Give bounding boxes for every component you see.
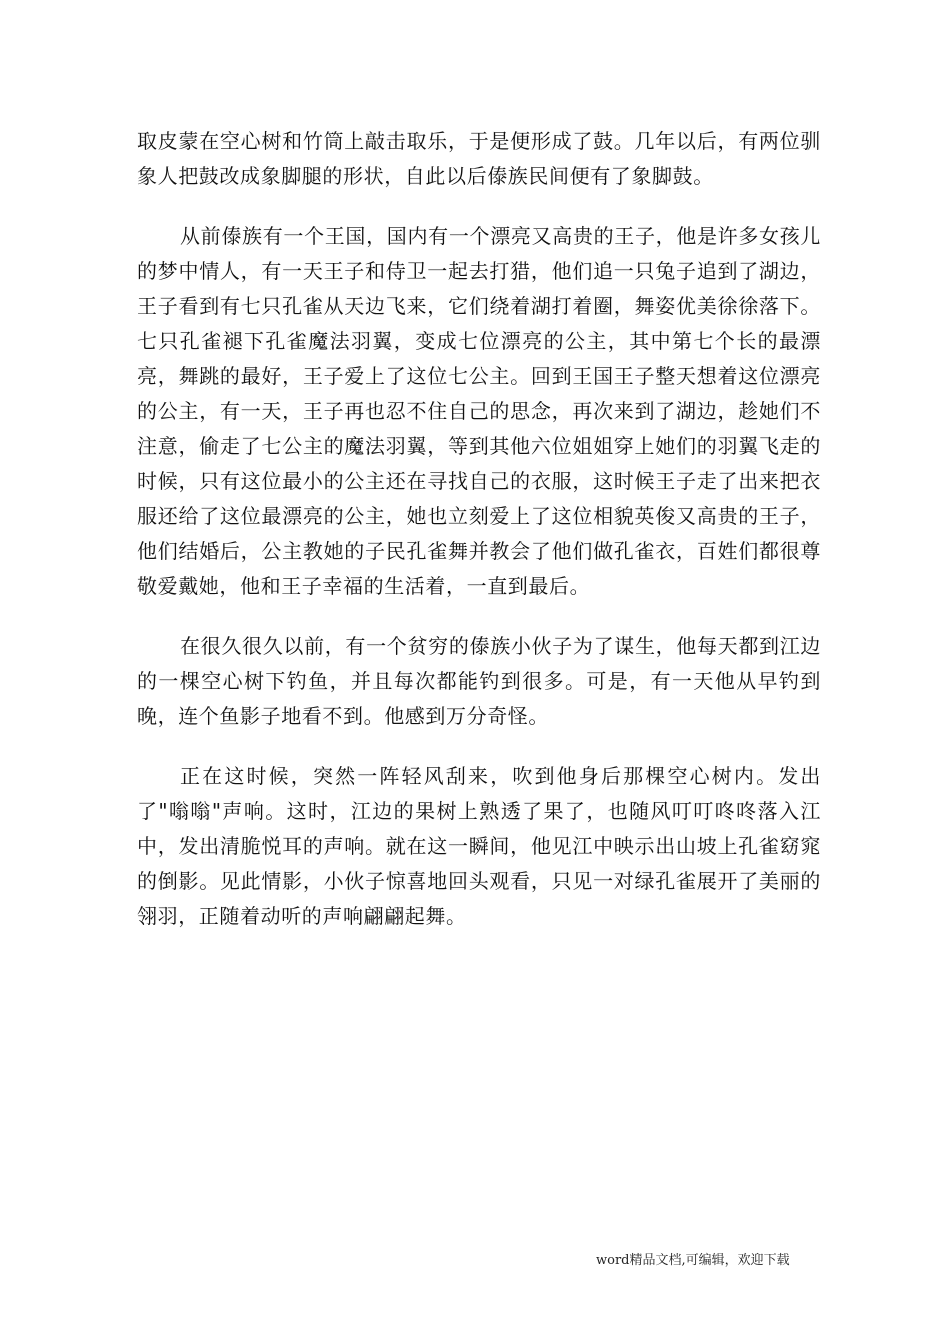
- document-body: [137, 124, 821, 934]
- paragraph-peacock-dance: 正在这时候，突然一阵轻风刮来，吹到他身后那棵空心树内。发出了"嗡嗡"声响。这时，江边的果树上熟透了果了，也随风叮叮咚咚落入江中，发出清脆悦耳的声响。就在这一瞬间，他见江中映示出山坡上孔雀窈窕的倒影。见此情影，小伙子惊喜地回头观看，只见一对绿孔雀展开了美丽的翎羽，正随着动听的声响翩翩起舞。: [137, 764, 821, 928]
- paragraph-young-fisherman: 在很久很久以前，有一个贫穷的傣族小伙子为了谋生，他每天都到江边的一棵空心树下钓鱼，并且每次都能钓到很多。可是，有一天他从早钓到晚，连个鱼影子地看不到。他感到万分奇怪。: [137, 634, 821, 728]
- paragraph-peacock-princess: 从前傣族有一个王国，国内有一个漂亮又高贵的王子，他是许多女孩儿的梦中情人，有一天王子和侍卫一起去打猎，他们追一只兔子追到了湖边，王子看到有七只孔雀从天边飞来，它们绕着湖打着圈，舞姿优美徐徐落下。七只孔雀褪下孔雀魔法羽翼，变成七位漂亮的公主，其中第七个长的最漂亮，舞跳的最好，王子爱上了这位七公主。回到王国王子整天想着这位漂亮的公主，有一天，王子再也忍不住自己的思念，再次来到了湖边，趁她们不注意，偷走了七公主的魔法羽翼，等到其他六位姐姐穿上她们的羽翼飞走的时候，只有这位最小的公主还在寻找自己的衣服，这时候王子走了出来把衣服还给了这位最漂亮的公主，她也立刻爱上了这位相貌英俊又高贵的王子，他们结婚后，公主教她的子民孔雀舞并教会了他们做孔雀衣，百姓们都很尊敬爱戴她，他和王子幸福的生活着，一直到最后。: [137, 224, 821, 598]
- paragraph-drum-origin: 取皮蒙在空心树和竹筒上敲击取乐，于是便形成了鼓。几年以后，有两位驯象人把鼓改成象脚腿的形状，自此以后傣族民间便有了象脚鼓。: [137, 129, 821, 188]
- footer-note: word精品文档,可编辑，欢迎下载: [596, 1253, 790, 1268]
